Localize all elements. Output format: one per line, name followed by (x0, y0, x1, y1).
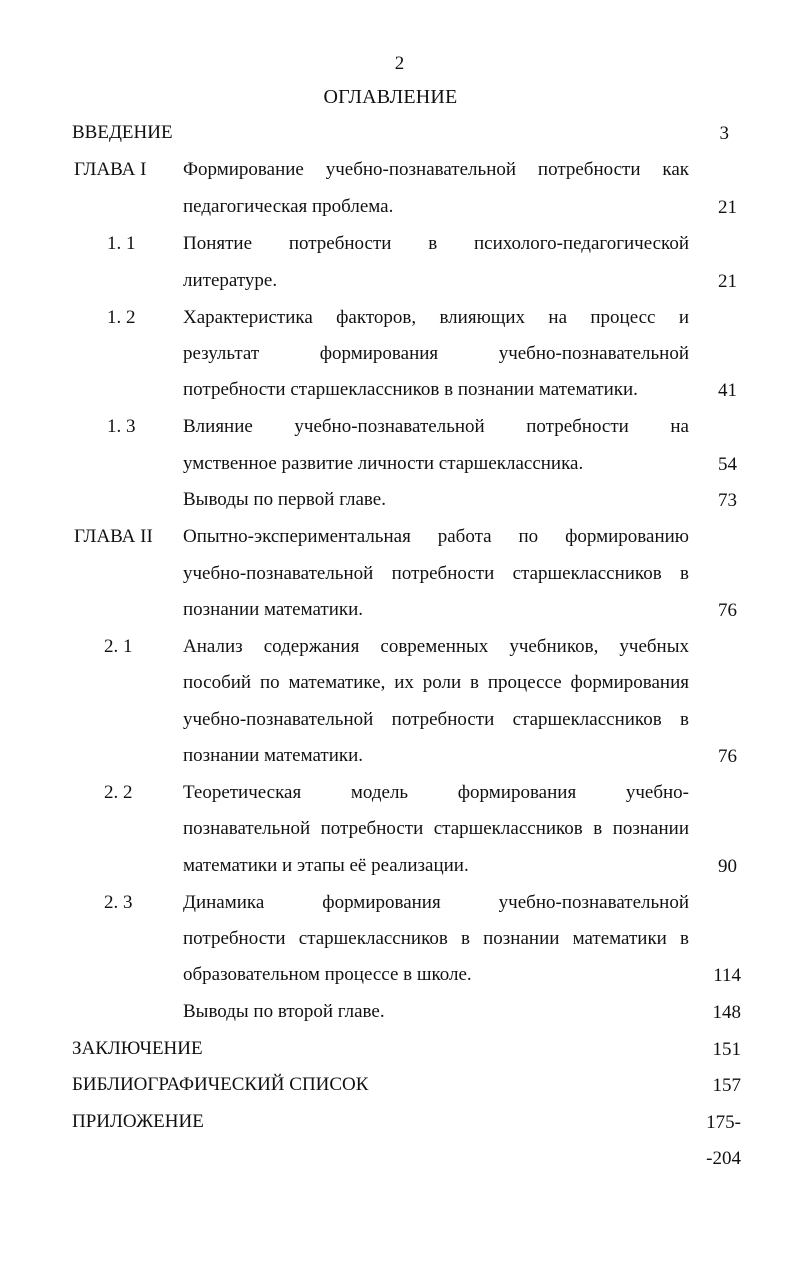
toc-page-bibliography: 157 (712, 1075, 741, 1096)
toc-label-chapter-1: ГЛАВА I (74, 159, 147, 180)
toc-text-section-1-2-line-3: потребности старшеклассников в познании математики. (183, 379, 638, 400)
toc-page-conclusion: 151 (712, 1039, 741, 1060)
toc-page-intro: 3 (719, 123, 729, 144)
toc-text-section-2-1-line-4: познании математики. (183, 745, 364, 766)
toc-page-chapter-1: 21 (718, 197, 737, 218)
toc-label-section-1-3: 1. 3 (107, 416, 136, 437)
toc-page-chapter-2: 76 (718, 600, 737, 621)
toc-text-section-2-3-line-1: Динамика формирования учебно-познавательной (183, 892, 689, 913)
toc-text-section-2-2-line-1: Теоретическая модель формирования учебно- (183, 782, 689, 803)
toc-text-section-1-3-line-1: Влияние учебно-познавательной потребности на (183, 416, 689, 437)
toc-page-section-1-3: 54 (718, 454, 737, 475)
toc-text-section-1-1-line-2: литературе. (183, 270, 278, 291)
toc-page-section-2-2: 90 (718, 856, 737, 877)
toc-label-section-1-1: 1. 1 (107, 233, 136, 254)
toc-text-section-1-3-line-2: умственное развитие личности старшеклассника. (183, 453, 584, 474)
toc-text-chapter-2-conclusions: Выводы по второй главе. (183, 1001, 385, 1022)
toc-text-section-2-1-line-3: учебно-познавательной потребности старшеклассников в (183, 709, 689, 730)
toc-text-section-1-1-line-1: Понятие потребности в психолого-педагогической (183, 233, 689, 254)
toc-text-chapter-2-line-2: учебно-познавательной потребности старшеклассников в (183, 563, 689, 584)
toc-page-appendix-start: 175- (706, 1112, 741, 1133)
toc-page-section-1-2: 41 (718, 380, 737, 401)
toc-text-chapter-1-line-1: Формирование учебно-познавательной потребности как (183, 159, 689, 180)
toc-text-section-2-2-line-3: математики и этапы её реализации. (183, 855, 469, 876)
toc-label-section-2-2: 2. 2 (104, 782, 133, 803)
toc-label-chapter-2: ГЛАВА II (74, 526, 153, 547)
toc-text-section-2-1-line-2: пособий по математике, их роли в процессе формирования (183, 672, 689, 693)
toc-text-chapter-2-line-1: Опытно-экспериментальная работа по формированию (183, 526, 689, 547)
toc-label-section-2-3: 2. 3 (104, 892, 133, 913)
toc-label-section-2-1: 2. 1 (104, 636, 133, 657)
toc-text-section-1-2-line-2: результат формирования учебно-познавательной (183, 343, 689, 364)
toc-title: ОГЛАВЛЕНИЕ (323, 86, 458, 108)
toc-text-chapter-1-conclusions: Выводы по первой главе. (183, 489, 386, 510)
toc-text-chapter-2-line-3: познании математики. (183, 599, 364, 620)
toc-label-section-1-2: 1. 2 (107, 307, 136, 328)
toc-entry-conclusion: ЗАКЛЮЧЕНИЕ (72, 1038, 203, 1059)
toc-page-chapter-2-conclusions: 148 (712, 1002, 741, 1023)
toc-page-appendix-end: -204 (706, 1148, 741, 1169)
toc-entry-intro: ВВЕДЕНИЕ (72, 122, 173, 143)
toc-text-section-1-2-line-1: Характеристика факторов, влияющих на процесс и (183, 307, 689, 328)
toc-text-chapter-1-line-2: педагогическая проблема. (183, 196, 394, 217)
toc-page-chapter-1-conclusions: 73 (718, 490, 737, 511)
toc-text-section-2-3-line-3: образовательном процессе в школе. (183, 964, 472, 985)
toc-text-section-2-2-line-2: познавательной потребности старшеклассников в познании (183, 818, 689, 839)
toc-entry-bibliography: БИБЛИОГРАФИЧЕСКИЙ СПИСОК (72, 1074, 369, 1095)
toc-entry-appendix: ПРИЛОЖЕНИЕ (72, 1111, 204, 1132)
toc-page-section-1-1: 21 (718, 271, 737, 292)
page-number: 2 (394, 53, 405, 74)
toc-page-section-2-3: 114 (713, 965, 741, 986)
toc-text-section-2-3-line-2: потребности старшеклассников в познании математики в (183, 928, 689, 949)
toc-text-section-2-1-line-1: Анализ содержания современных учебников, учебных (183, 636, 689, 657)
toc-page-section-2-1: 76 (718, 746, 737, 767)
